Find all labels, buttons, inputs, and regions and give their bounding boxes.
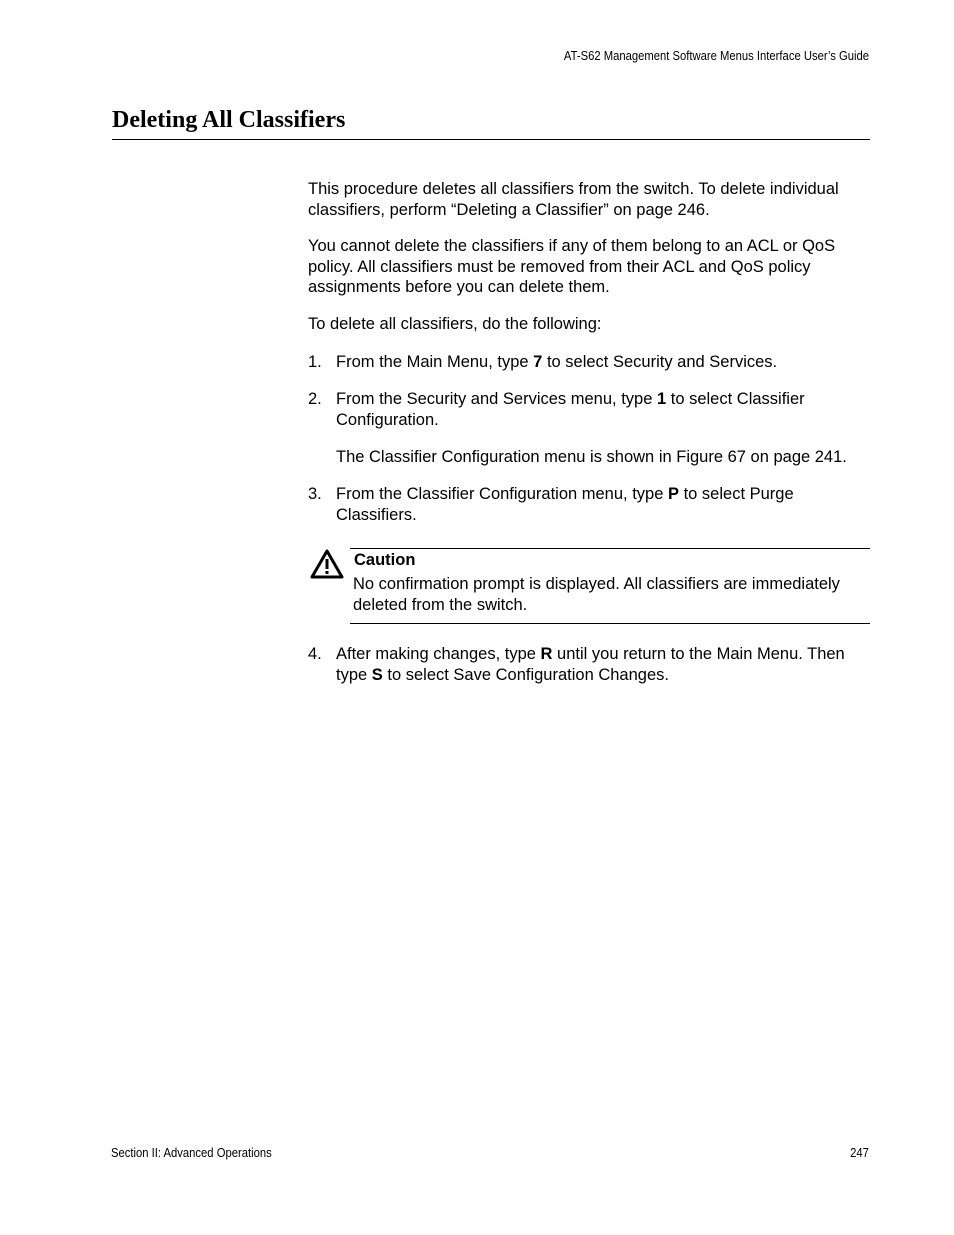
caution-text: No confirmation prompt is displayed. All classifiers are immediately deleted from the switch.	[353, 575, 840, 614]
key-r: R	[540, 645, 553, 663]
step-2-note: The Classifier Configuration menu is shown in Figure 67 on page 241.	[336, 448, 847, 466]
key-7: 7	[533, 353, 543, 371]
step-number: 4.	[308, 645, 322, 663]
caution-label: Caution	[354, 551, 416, 569]
key-p: P	[667, 485, 679, 503]
step-3: 3. From the Classifier Configuration menu, type P to select Purge Classifiers.	[308, 485, 794, 524]
step-4: 4. After making changes, type R until you return to the Main Menu. Then type S to select Save Configuration Changes.	[308, 645, 845, 684]
intro-paragraph: This procedure deletes all classifiers from the switch. To delete individual classifiers, perform “Deleting a Classifier” on page 246.	[308, 180, 839, 219]
step-number: 1.	[308, 353, 322, 371]
page-number: 247	[850, 1146, 869, 1160]
running-header: AT-S62 Management Software Menus Interface User’s Guide	[563, 49, 869, 63]
step-number: 2.	[308, 390, 322, 408]
caution-bottom-rule	[350, 623, 870, 624]
step-number: 3.	[308, 485, 322, 503]
section-title: Deleting All Classifiers	[112, 107, 346, 133]
footer-section: Section II: Advanced Operations	[111, 1146, 272, 1160]
step-1: 1. From the Main Menu, type 7 to select Security and Services.	[308, 353, 778, 371]
title-rule	[112, 139, 870, 140]
step-2: 2. From the Security and Services menu, type 1 to select Classifier Configuration. The Classifier Configuration menu is shown in Figure 67 on page 241.	[308, 389, 870, 468]
procedure-intro: To delete all classifiers, do the following:	[308, 315, 602, 333]
warning-triangle-icon	[310, 549, 344, 579]
caution-top-rule	[350, 548, 870, 549]
restriction-paragraph: You cannot delete the classifiers if any of them belong to an ACL or QoS policy. All classifiers must be removed from their ACL and QoS policy assignments before you can delete them.	[308, 237, 836, 296]
key-s: S	[371, 665, 383, 684]
key-1: 1	[656, 390, 667, 408]
